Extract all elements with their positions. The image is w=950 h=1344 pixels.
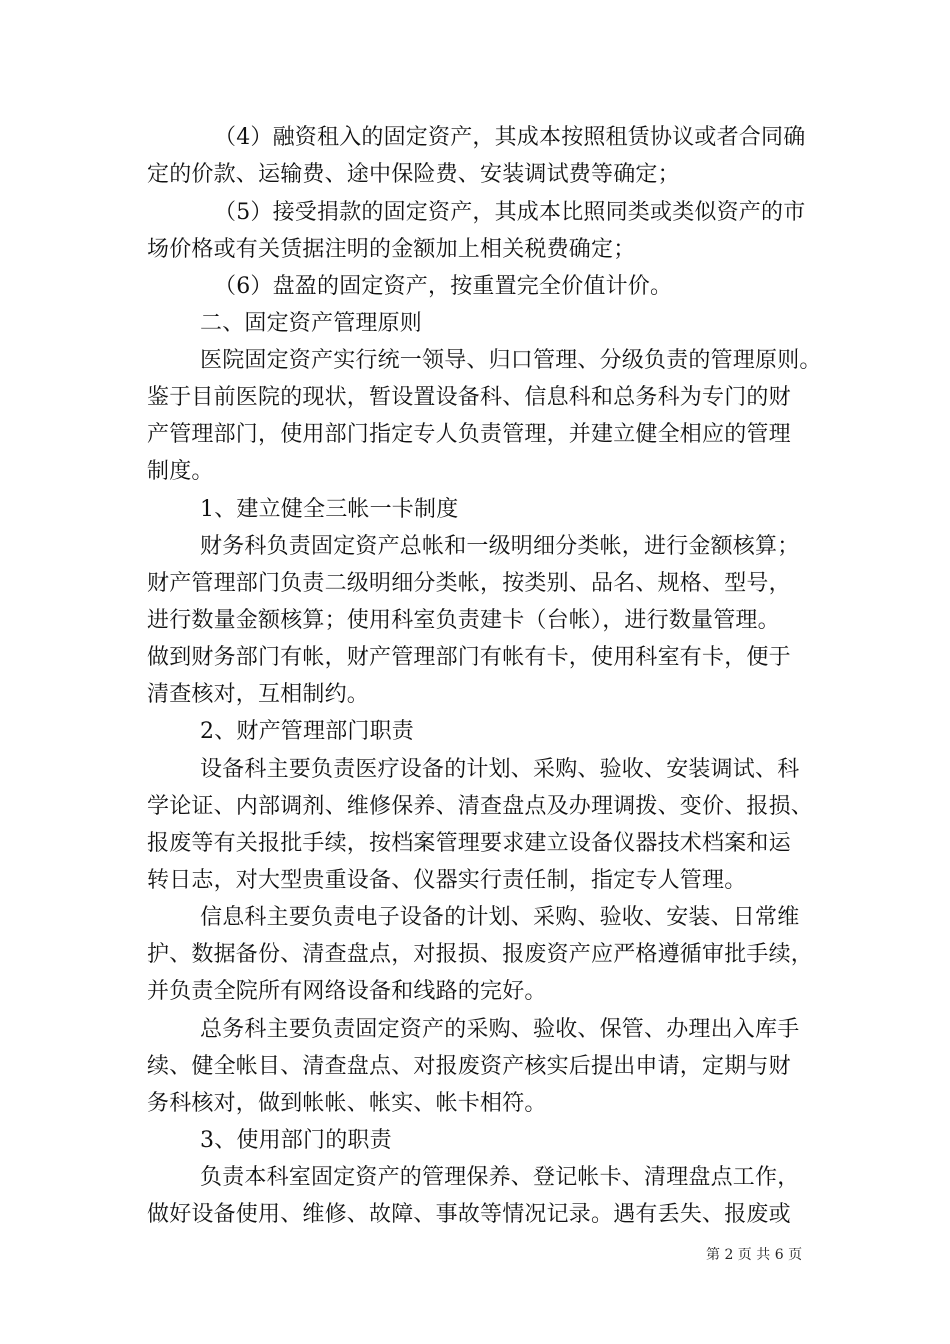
text-line-22: 信息科主要负责电子设备的计划、采购、验收、安装、日常维 [200, 905, 800, 930]
section-heading-principles: 二、固定资产管理原则 [200, 311, 423, 336]
text-line-08: 鉴于目前医院的现状，暂设置设备科、信息科和总务科为专门的财 [147, 385, 791, 410]
text-line-02: 定的价款、运输费、途中保险费、安装调试费等确定； [147, 162, 680, 187]
text-line-21: 转日志，对大型贵重设备、仪器实行责任制，指定专人管理。 [147, 868, 747, 893]
subheading-accounts: 1、建立健全三帐一卡制度 [200, 497, 459, 522]
text-line-07: 医院固定资产实行统一领导、归口管理、分级负责的管理原则。 [200, 348, 822, 373]
text-line-27: 务科核对，做到帐帐、帐实、帐卡相符。 [147, 1091, 547, 1116]
text-line-18: 设备科主要负责医疗设备的计划、采购、验收、安装调试、科 [200, 757, 800, 782]
text-line-05: （6）盘盈的固定资产，按重置完全价值计价。 [214, 274, 673, 299]
subheading-department-duties: 2、财产管理部门职责 [200, 719, 414, 744]
page-number-footer: 第 2 页 共 6 页 [706, 1247, 803, 1263]
text-line-29: 负责本科室固定资产的管理保养、登记帐卡、清理盘点工作， [200, 1165, 800, 1190]
text-line-09: 产管理部门，使用部门指定专人负责管理，并建立健全相应的管理 [147, 422, 791, 447]
text-line-19: 学论证、内部调剂、维修保养、清查盘点及办理调拨、变价、报损、 [147, 794, 814, 819]
text-line-01: （4）融资租入的固定资产，其成本按照租赁协议或者合同确 [214, 125, 806, 150]
text-line-26: 续、健全帐目、清查盘点、对报废资产核实后提出申请，定期与财 [147, 1054, 791, 1079]
text-line-04: 场价格或有关赁据注明的金额加上相关税费确定； [147, 237, 636, 262]
text-line-30: 做好设备使用、维修、故障、事故等情况记录。遇有丢失、报废或 [147, 1202, 791, 1227]
text-line-10: 制度。 [147, 459, 214, 484]
text-line-16: 清查核对，互相制约。 [147, 682, 370, 707]
text-line-23: 护、数据备份、清查盘点，对报损、报废资产应严格遵循审批手续， [147, 942, 814, 967]
text-line-15: 做到财务部门有帐，财产管理部门有帐有卡，使用科室有卡，便于 [147, 645, 791, 670]
text-line-13: 财产管理部门负责二级明细分类帐，按类别、品名、规格、型号， [147, 571, 791, 596]
text-line-12: 财务科负责固定资产总帐和一级明细分类帐，进行金额核算； [200, 534, 800, 559]
text-line-24: 并负责全院所有网络设备和线路的完好。 [147, 979, 547, 1004]
text-line-25: 总务科主要负责固定资产的采购、验收、保管、办理出入库手 [200, 1017, 800, 1042]
text-line-20: 报废等有关报批手续，按档案管理要求建立设备仪器技术档案和运 [147, 831, 791, 856]
subheading-user-duties: 3、使用部门的职责 [200, 1128, 392, 1153]
text-line-03: （5）接受捐款的固定资产，其成本比照同类或类似资产的市 [214, 200, 806, 225]
text-line-14: 进行数量金额核算；使用科室负责建卡（台帐），进行数量管理。 [147, 608, 780, 633]
